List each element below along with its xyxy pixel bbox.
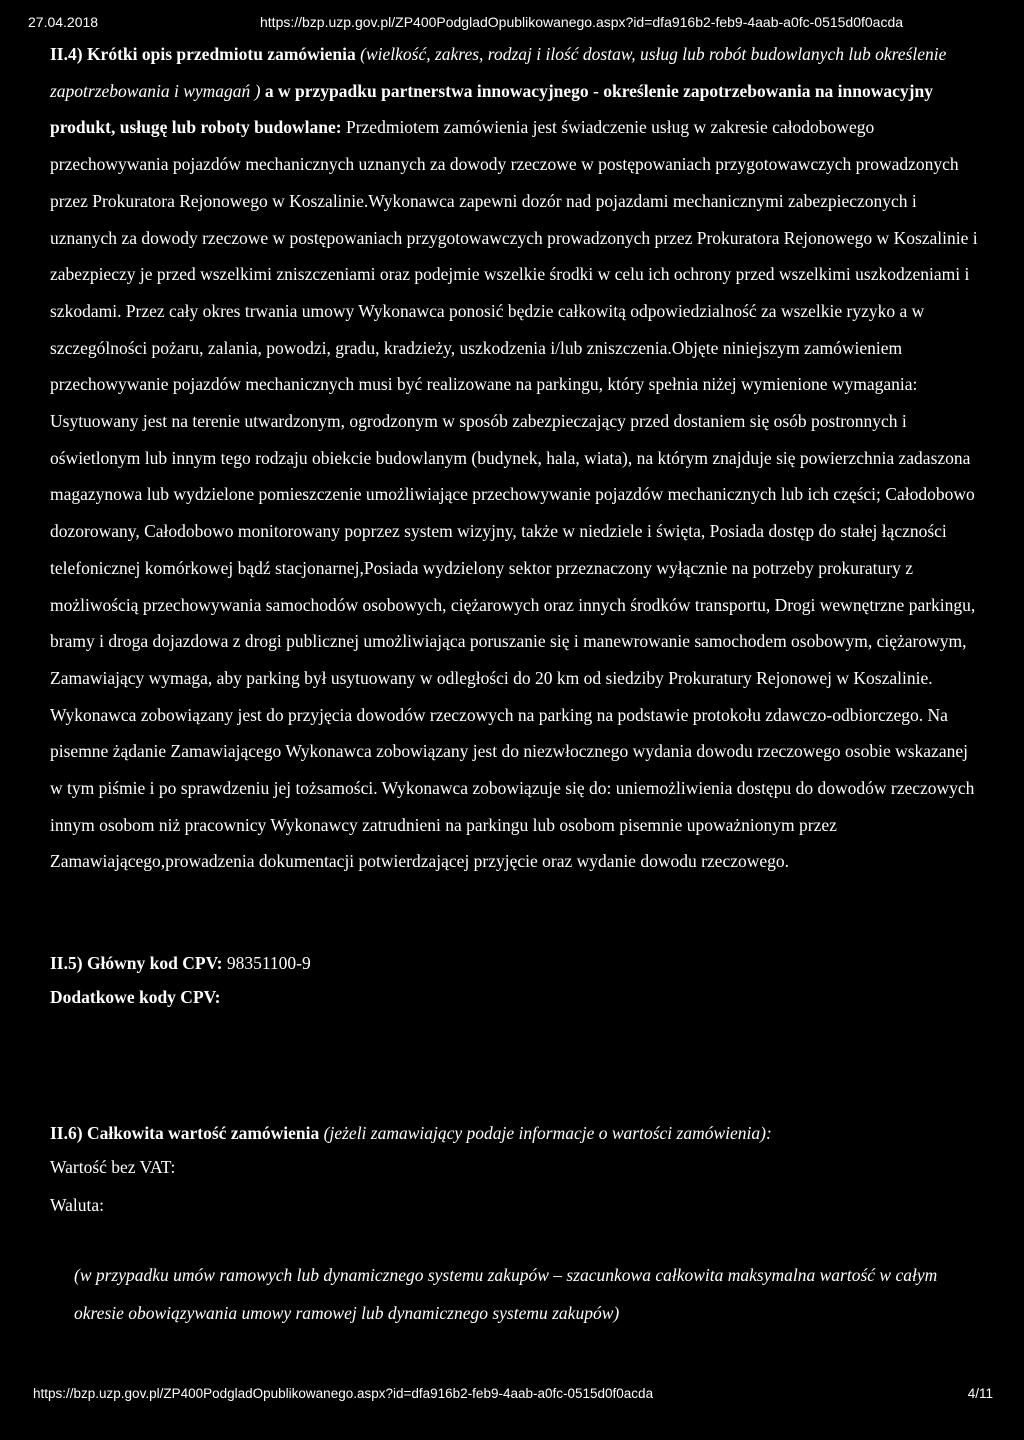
page-number: 4/11	[967, 1386, 993, 1401]
section-total-value	[50, 1116, 980, 1222]
total-value-heading: II.6) Całkowita wartość zamówienia	[50, 1123, 320, 1143]
section-cpv	[50, 946, 311, 1014]
short-description-heading: II.4) Krótki opis przedmiotu zamówienia	[50, 44, 356, 64]
main-cpv-line	[50, 946, 311, 980]
print-date: 27.04.2018	[28, 14, 99, 30]
section-short-description	[50, 36, 980, 880]
short-description-body: Przedmiotem zamówienia jest świadczenie usług w zakresie całodobowego przechowywania pojazdów mechanicznych uznanych za dowody rzeczowe w postępowaniach przygotowawczych prowadzonych przez Prokuratora Rejonowego w Koszalinie.Wykonawca zapewni dozór nad pojazdami mechanicznymi zabezpieczonych i uznanych za dowody rzeczowe w postępowaniach przygotowawczych prowadzonych przez Prokuratora Rejonowego w Koszalinie i zabezpieczy je przed wszelkimi zniszczeniami oraz podejmie wszelkie środki w celu ich ochrony przed wszelkimi uszkodzeniami i szkodami. Przez cały okres trwania umowy Wykonawca ponosić będzie całkowitą odpowiedzialność za wszelkie ryzyko a w szczególności pożaru, zalania, powodzi, gradu, kradzieży, uszkodzenia i/lub zniszczenia.Objęte niniejszym zamówieniem przechowywanie pojazdów mechanicznych musi być realizowane na parkingu, który spełnia niżej wymienione wymagania: Usytuowany jest na terenie utwardzonym, ogrodzonym w sposób zabezpieczający przed dostaniem się osób postronnych i oświetlonym lub innym tego rodzaju obiekcie budowlanym (budynek, hala, wiata), na którym znajduje się powierzchnia zadaszona magazynowa lub wydzielone pomieszczenie umożliwiające przechowywanie pojazdów mechanicznych lub ich części; Całodobowo dozorowany, Całodobowo monitorowany poprzez system wizyjny, także w niedziele i święta, Posiada dostęp do stałej łączności telefonicznej komórkowej bądź stacjonarnej,Posiada wydzielony sektor przeznaczony wyłącznie na potrzeby prokuratury z możliwością przechowywania samochodów osobowych, ciężarowych oraz innych środków transportu, Drogi wewnętrzne parkingu, bramy i droga dojazdowa z drogi publicznej umożliwiająca poruszanie się i manewrowanie samochodem osobowym, ciężarowym, Zamawiający wymaga, aby parking był usytuowany w odległości do 20 km od siedziby Prokuratury Rejonowej w Koszalinie. Wykonawca zobowiązany jest do przyjęcia dowodów rzeczowych na parking na podstawie protokołu zdawczo-odbiorczego. Na pisemne żądanie Zamawiającego Wykonawca zobowiązany jest do niezwłocznego wydania dowodu rzeczowego osobie wskazanej w tym piśmie i po sprawdzeniu jej tożsamości. Wykonawca zobowiązuje się do: uniemożliwienia dostępu do dowodów rzeczowych innym osobom niż pracownicy Wykonawcy zatrudnieni na parkingu lub osobom pisemnie upoważnionym przez Zamawiającego,prowadzenia dokumentacji potwierdzającej przyjęcie oraz wydanie dowodu rzeczowego.	[50, 117, 978, 872]
additional-cpv-label: Dodatkowe kody CPV:	[50, 987, 221, 1007]
value-without-vat-label: Wartość bez VAT:	[50, 1157, 176, 1177]
header-url: https://bzp.uzp.gov.pl/ZP400PodgladOpublikowanego.aspx?id=dfa916b2-feb9-4aab-a0fc-0515d0f0acda	[260, 14, 904, 30]
framework-agreement-note: (w przypadku umów ramowych lub dynamicznego systemu zakupów – szacunkowa całkowita maksymalna wartość w całym okresie obowiązywania umowy ramowej lub dynamicznego systemu zakupów)	[74, 1265, 938, 1323]
currency-label: Waluta:	[50, 1195, 104, 1215]
footer-url: https://bzp.uzp.gov.pl/ZP400PodgladOpublikowanego.aspx?id=dfa916b2-feb9-4aab-a0fc-0515d0f0acda	[33, 1386, 654, 1401]
innovation-partnership-heading: a w przypadku partnerstwa innowacyjnego - określenie zapotrzebowania na innowacyjny produkt, usługę lub roboty budowlane:	[50, 80, 933, 138]
short-description-hint: (wielkość, zakres, rodzaj i ilość dostaw, usług lub robót budowlanych lub określenie zapotrzebowania i wymagań )	[50, 44, 947, 101]
main-cpv-label: II.5) Główny kod CPV:	[50, 953, 223, 973]
short-description-paragraph	[50, 36, 980, 880]
total-value-hint: (jeżeli zamawiający podaje informacje o wartości zamówienia):	[323, 1123, 772, 1143]
total-value-heading-line	[50, 1116, 980, 1150]
main-cpv-value: 98351100-9	[226, 953, 311, 973]
